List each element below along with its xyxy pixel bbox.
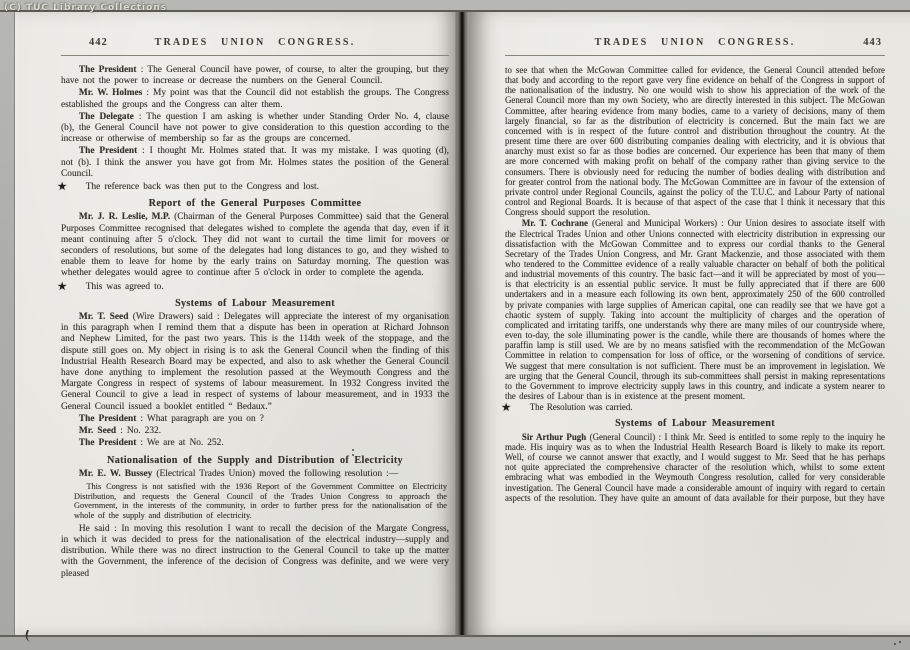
speaker-name: Mr. E. W. Bussey <box>78 468 157 479</box>
book <box>0 10 910 637</box>
left-page-body <box>56 65 449 580</box>
right-page <box>469 12 910 635</box>
star-icon: ★ <box>500 400 512 415</box>
section-heading: Nationalisation of the Supply and Distribution of Electricity <box>107 454 403 466</box>
speaker-name: The President <box>78 65 141 75</box>
speaker-name: The Delegate <box>78 111 139 122</box>
running-header: TRADES UNION CONGRESS. <box>154 37 356 48</box>
ink-speck <box>894 643 896 645</box>
paragraph: Mr. E. W. Bussey (Electrical Trades Union) moved the following resolution :— <box>78 468 399 479</box>
library-watermark: (C) TUC Library Collections <box>4 3 168 13</box>
speaker-name: Sir Arthur Pugh <box>521 431 590 442</box>
page-number: 443 <box>863 37 882 48</box>
paragraph: Mr. Seed : No. 232. <box>78 426 162 437</box>
paragraph: The President : What paragraph are you on ? <box>78 413 264 424</box>
speaker-name: Mr. W. Holmes <box>78 88 147 99</box>
section-heading: Systems of Labour Measurement <box>615 417 775 429</box>
star-icon: ★ <box>56 179 68 194</box>
paragraph: Mr. T. Cochrane (General and Municipal Workers) : Our Union desires to associate itself with the Electrical Trades Union and other Unions connected with electricity distribution in expressing our dissatisfaction with the McGowan Committee and to express our cordial thanks to the General Secretary of the Trades Union Congress, and Mr. Grant Mackenzie, and those associated with them who tendered to the Committee evidence of a really valuable character on behalf of both the political and industrial movements of this country. The basic fact—and it will be appreciated by most of you—is that electricity is an essential public service. It must be fully appreciated that if there are 600 undertakers and in a measure each following its own bent, approximately 250 of the 600 controlled by private companies with large supplies of American capital, one can readily see that we have got a chaotic system of supply. Taking into account the multiplicity of charges and the operation of complicated and irritating tariffs, one understands why there are many miles of our countryside where, even to-day, the sole illuminating power is the candle, while there are thousands of homes where the paraffin lamp is still used. We are by no means satisfied with the recommendation of the McGowan Committee in relation to compensation for loss of office, or the worsening of conditions of service. We suggest that mere consultation is not sufficient. There must be an improvement in legislation. We are urging that the General Council, through its sub-committees shall persist in making representations to the Government to improve electricity supply laws in this country, and indicate a system nearer to the desires of Labour than is in existence at the present moment. <box>505 218 886 401</box>
speaker-name: Mr. T. Seed <box>78 312 133 323</box>
left-page-inner <box>56 37 449 580</box>
book-gutter <box>455 12 469 635</box>
resolution-text: This Congress is not satisfied with the 1936 Report of the Government Committee on Electricity Distribution, and requests the General Council of the Trades Union Congress to approach the Government, in the interests of the community, in order to further press for the nationalisation of the whole of the supply and distribution of electricity. <box>74 481 447 521</box>
section-heading: Systems of Labour Measurement <box>175 297 335 309</box>
speaker-name: The President <box>78 413 141 424</box>
speaker-name: Mr. T. Cochrane <box>521 218 593 229</box>
ink-mark <box>24 630 38 644</box>
speaker-name: Mr. J. R. Leslie, M.P. <box>78 212 175 223</box>
paragraph: Mr. W. Holmes : My point was that the Council did not establish the groups. The Congress established the groups and the Congress can alter them. <box>61 88 449 110</box>
right-page-body <box>500 65 886 503</box>
section-heading: Report of the General Purposes Committee <box>148 198 362 210</box>
page-number: 442 <box>89 37 108 48</box>
star-icon: ★ <box>56 278 68 293</box>
paragraph: He said : In moving this resolution I want to recall the decision of the Margate Congress, in which it was decided to press for the nationalisation of the electrical industry—supply and distribution. While there was no direct instruction to the General Council to take up the matter with the Government, the inference of the decision of Congress was definite, and we were very pleased <box>61 523 449 579</box>
speaker-name: The President <box>78 438 141 449</box>
paragraph: The President : We are at No. 252. <box>78 438 224 449</box>
paragraph: Sir Arthur Pugh (General Council) : I think Mr. Seed is entitled to some reply to the inquiry he made. His inquiry was as to when the Industrial Health Research Board is likely to make its report. Well, of course we cannot answer that exactly, and I would suggest to Mr. Seed that he has perhaps not quite appreciated the comprehensive character of the resolution which, whilst to some extent embracing what was embodied in the Weymouth Congress resolution, called for very considerable investigation. The General Council have made a considerable amount of inquiry with regard to certain aspects of the resolution. They have quite an amount of data available for their purpose, but they have <box>505 431 885 503</box>
action-line: ★ The Resolution was carried. <box>500 400 633 415</box>
header-rule <box>505 55 885 56</box>
continuation-paragraph: to see that when the McGowan Committee called for evidence, the General Council attended before that body and according to the report gave very fine evidence on behalf of the Congress in support of the nationalisation of the industry. No one would wish to show his appreciation of the work of the General Council more than my own Society, who are directly interested in this subject. The McGowan Committee, after hearing evidence from many bodies, came to a variety of decisions, many of them largely financial, so far as the distribution of electricity is concerned. But the main fact we are concerned with is in respect of the future control and distribution throughout the country. At the present time there are over 600 distributing companies dealing with electricity, and it is obvious that anarchy must exist so far as those bodies are concerned. Our experience has been that many of them are more concerned with making profit on behalf of the company rather than giving service to the consumers. There is obviously need for reducing the number of bodies dealing with distribution and for greater control from the national body. The McGowan Committee are in favour of the extension of private control under Regional Councils, against the policy of the T.U.C. and Labour Party of national control and Regional Boards. It is because of that aspect of the case that I think it necessary that this Congress should support the resolution. <box>505 65 885 218</box>
left-page <box>14 12 457 635</box>
speaker-name: The President <box>78 146 143 157</box>
ink-speck <box>352 449 354 451</box>
paragraph: The Delegate : The question I am asking is whether under Standing Order No. 4, clause (b), the General Council have not power to give consideration to this question according to the increase or otherwise of membership so far as the groups are concerned. <box>61 111 449 145</box>
action-line: ★ This was agreed to. <box>56 278 164 293</box>
right-page-header <box>505 37 885 51</box>
speaker-name: Mr. Seed <box>78 426 121 437</box>
paragraph: Mr. T. Seed (Wire Drawers) said : Delegates will appreciate the interest of my organisation in this paragraph when I remind them that a dispute has been in operation at Richard Johnson and Nephew Limited, for the past two years. This is the 114th week of the stoppage, and the dispute still goes on. My object in rising is to ask the General Council when the finding of this Industrial Health Research Board may be expected, and also to ask whether the General Council have done anything to implement the resolution passed at the Weymouth Congress and the Margate Congress in respect of systems of labour measurement. In 1932 Congress invited the General Council to give a lead in respect of systems of labour measurement, and in 1933 the General Council issued a booklet entitled “ Bedaux.” <box>61 312 449 412</box>
paragraph: The President : I thought Mr. Holmes stated that. It was my mistake. I was quoting (d), not (b). I think the answer you have got from Mr. Holmes states the position of the General Council. <box>61 146 449 179</box>
running-header: TRADES UNION CONGRESS. <box>594 37 796 48</box>
action-line: ★ The reference back was then put to the Congress and lost. <box>56 179 319 194</box>
right-page-inner <box>500 37 886 503</box>
paragraph: Mr. J. R. Leslie, M.P. (Chairman of the General Purposes Committee) said that the General Purposes Committee recognised that delegates wished to complete the agenda that day, even if it meant continuing after 5 o'clock. They did not want to curtail the time limit for movers or seconders of resolutions, but some of the delegates had long distances to go, and they wished to enable them to leave for home by the early trains on Saturday morning. The question was whether delegates would agree to continue after 5 o'clock in order to complete the agenda. <box>61 212 449 279</box>
left-page-header <box>61 37 449 51</box>
paragraph: The President : The General Council have power, of course, to alter the grouping, but they have not the power to increase or decrease the numbers on the General Council. <box>61 65 449 87</box>
header-rule <box>61 55 449 56</box>
